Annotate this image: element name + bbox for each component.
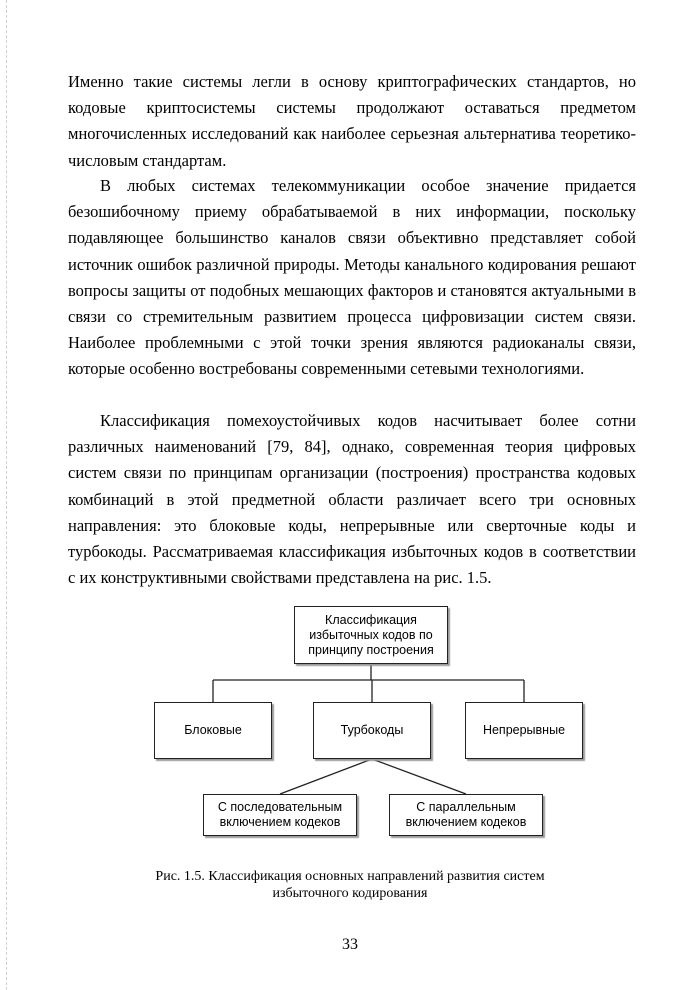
figure-caption (100, 868, 600, 902)
root-line-1: Классификация (325, 612, 417, 627)
diagram-parallel-codecs-box (389, 794, 543, 836)
paragraph-3: Классификация помехоустойчивых кодов насчитывает более сотни различных наименований [79, 84], однако, современная теория цифровых систем связи по принципам организации (построения) пространства кодовых комбинаций в этой предметной области различает всего три основных направления: это блоковые коды, непрерывные или сверточные коды и турбокоды. Рассматриваемая классификация избыточных кодов в соответствии с их конструктивными свойствами представлена на рис. 1.5. (68, 411, 636, 588)
caption-line-1: Рис. 1.5. Классификация основных направлений развития систем (155, 869, 545, 884)
diagram-continuous-codes-box (465, 702, 583, 759)
page-number: 33 (342, 936, 358, 953)
continuous-codes-label: Непрерывные (482, 723, 566, 737)
turbo-codes-label: Турбокоды (340, 723, 404, 737)
diagram-block-codes-box (154, 702, 272, 759)
connector-turbo-to-serial (280, 759, 372, 794)
caption-line-2: избыточного кодирования (272, 886, 428, 901)
block-codes-label: Блоковые (184, 723, 242, 737)
root-line-2: избыточных кодов по (309, 627, 433, 642)
serial-line-1: С последовательным (217, 800, 343, 814)
parallel-line-2: включением кодеков (405, 815, 527, 829)
diagram-root-box (294, 606, 448, 664)
connector-turbo-to-parallel (372, 759, 466, 794)
serial-line-2: включением кодеков (219, 815, 341, 829)
diagram-turbo-codes-box (313, 702, 431, 759)
parallel-line-1: С параллельным (416, 800, 516, 814)
root-line-3: принципу построения (308, 642, 434, 657)
paragraph-2: В любых системах телекоммуникации особое значение придается безошибочному приему обрабатываемой в них информации, поскольку подавляющее большинство каналов связи объективно представляет собой источник ошибок различной природы. Методы канального кодирования решают вопросы защиты от подобных мешающих факторов и становятся актуальными в связи со стремительным развитием процесса цифровизации систем связи. Наиболее проблемными с этой точки зрения являются радиоканалы связи, которые особенно востребованы современными сетевыми технологиями. (68, 176, 636, 379)
diagram-serial-codecs-box (203, 794, 357, 836)
paragraph-1: Именно такие системы легли в основу криптографических стандартов, но кодовые криптосистемы системы продолжают оставаться предметом многочисленных исследований как наиболее серьезная альтернатива теоретико-числовым стандартам. (68, 72, 636, 170)
